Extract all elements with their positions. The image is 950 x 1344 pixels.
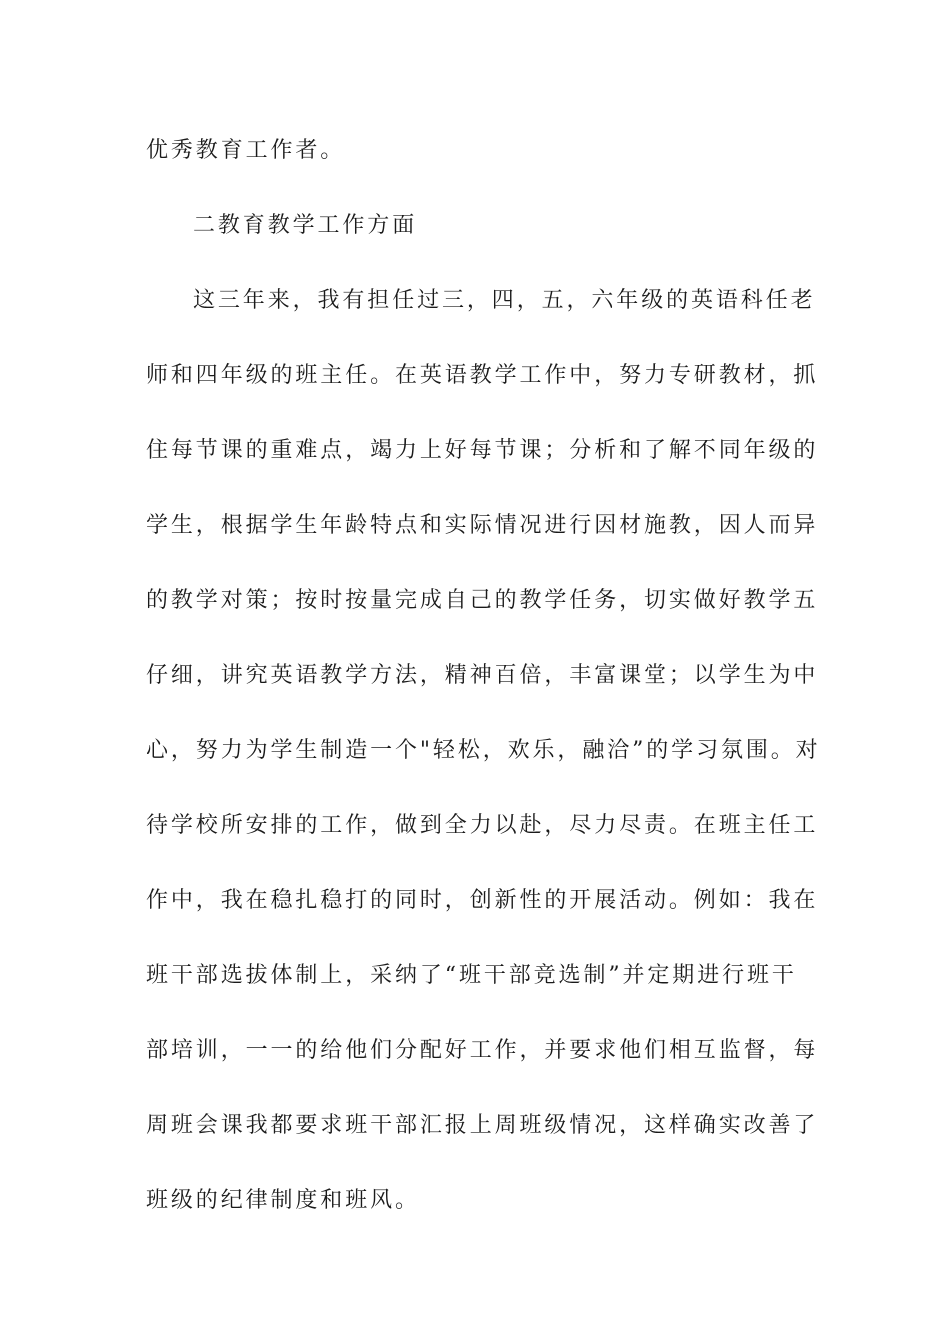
text-line: 住每节课的重难点，竭力上好每节课；分析和了解不同年级的: [146, 438, 819, 463]
section-heading: 二教育教学工作方面: [193, 213, 418, 238]
text-line: 心，努力为学生制造一个"轻松，欢乐，融洽”的学习氛围。对: [146, 738, 821, 763]
text-line: 学生，根据学生年龄特点和实际情况进行因材施教，因人而异: [146, 513, 819, 538]
text-line: 的教学对策；按时按量完成自己的教学任务，切实做好教学五: [146, 588, 819, 613]
text-line: 部培训，一一的给他们分配好工作，并要求他们相互监督，每: [146, 1038, 819, 1063]
text-line: 师和四年级的班主任。在英语教学工作中，努力专研教材，抓: [146, 363, 819, 388]
text-line: 周班会课我都要求班干部汇报上周班级情况，这样确实改善了: [146, 1113, 819, 1138]
text-line: 待学校所安排的工作，做到全力以赴，尽力尽责。在班主任工: [146, 813, 819, 838]
text-line: 这三年来，我有担任过三，四，五，六年级的英语科任老: [193, 288, 816, 313]
text-line: 优秀教育工作者。: [146, 138, 346, 163]
text-line: 作中，我在稳扎稳打的同时，创新性的开展活动。例如：我在: [146, 888, 819, 913]
text-line: 仔细，讲究英语教学方法，精神百倍，丰富课堂；以学生为中: [146, 663, 819, 688]
text-line: 班干部选拔体制上，采纳了“班干部竞选制”并定期进行班干: [146, 963, 797, 988]
text-line: 班级的纪律制度和班风。: [146, 1188, 420, 1213]
